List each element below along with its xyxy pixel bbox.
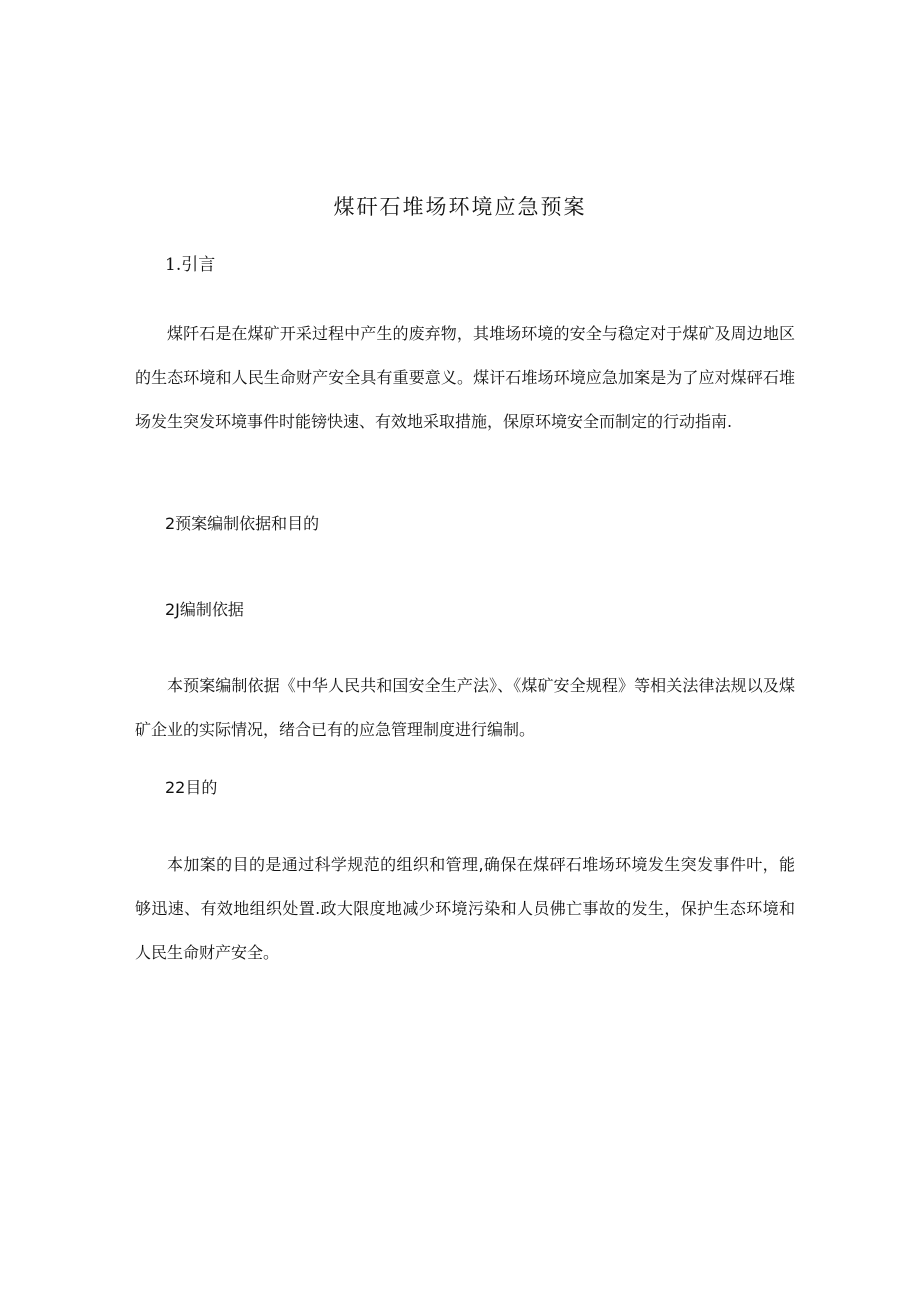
document-title: 煤矸石堆场环境应急预案 (333, 195, 587, 219)
basis-paragraph: 本预案编制依据《中华人民共和国安全生产法》、《煤矿安全规程》等相关法律法规以及煤矿企业的实际情况，绪合已有的应急管理制度进行编制。 (135, 676, 795, 739)
purpose-paragraph: 本加案的目的是通过科学规范的组织和管理,确保在煤砰石堆场环境发生突发事件叶，能够迅速、有效地组织处置.政大限度地减少环境污染和人员佛亡事故的发生，保护生态环境和人民生命财产安全。 (135, 855, 795, 962)
subsection-heading-basis: 2J编制依据 (165, 600, 244, 619)
section-heading-basis-and-purpose: 2预案编制依据和目的 (165, 514, 320, 533)
subsection-heading-purpose: 22目的 (165, 778, 218, 797)
section-heading-introduction: 1.引言 (165, 255, 216, 275)
introduction-paragraph: 煤阡石是在煤矿开采过程中产生的废弃物，其堆场环境的安全与稳定对于煤矿及周边地区的生态环境和人民生命财产安全具有重要意义。煤讦石堆场环境应急加案是为了应对煤砰石堆场发生突发环境事件时能镑快速、有效地采取措施，保原环境安全而制定的行动指南. (135, 324, 795, 431)
